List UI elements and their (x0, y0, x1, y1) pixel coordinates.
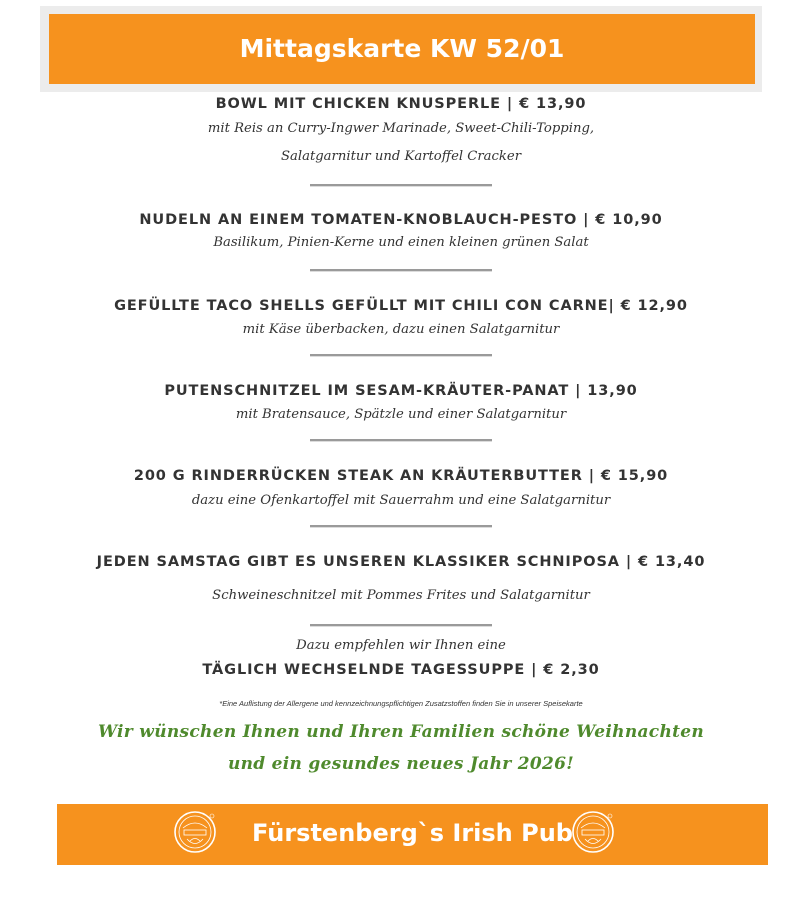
menu-item-title: JEDEN SAMSTAG GIBT ES UNSEREN KLASSIKER SCHNIPOSA | € 13,40 (96, 554, 706, 570)
menu-item-description: dazu eine Ofenkartoffel mit Sauerrahm und eine Salatgarnitur (191, 493, 611, 508)
menu-item-description: mit Käse überbacken, dazu einen Salatgarnitur (242, 322, 560, 337)
menu-item-title: PUTENSCHNITZEL IM SESAM-KRÄUTER-PANAT | 13,90 (164, 383, 638, 399)
menu-item-title: 200 G RINDERRÜCKEN STEAK AN KRÄUTERBUTTER | € 15,90 (133, 468, 669, 484)
footer-title: Fürstenberg`s Irish Pub (252, 819, 573, 847)
header-frame (40, 6, 762, 92)
separator-line (310, 354, 492, 356)
soup-title: TÄGLICH WECHSELNDE TAGESSUPPE | € 2,30 (202, 662, 600, 678)
page-title: Mittagskarte KW 52/01 (49, 14, 755, 84)
greeting-line: und ein gesundes neues Jahr 2026! (227, 754, 575, 774)
footer-banner (57, 804, 768, 865)
menu-item-description: Schweineschnitzel mit Pommes Frites und Salatgarnitur (212, 588, 590, 603)
separator-line (310, 269, 492, 271)
soup-intro: Dazu empfehlen wir Ihnen eine (296, 638, 506, 653)
menu-item-title: NUDELN AN EINEM TOMATEN-KNOBLAUCH-PESTO | € 10,90 (139, 212, 663, 228)
menu-item-title: BOWL MIT CHICKEN KNUSPERLE | € 13,90 (215, 96, 587, 112)
greeting-line: Wir wünschen Ihnen und Ihren Familien schöne Weihnachten (97, 722, 705, 742)
separator-line (310, 525, 492, 527)
separator-line (310, 439, 492, 441)
menu-item-description: mit Reis an Curry-Ingwer Marinade, Sweet-Chili-Topping, (207, 121, 595, 136)
menu-item-description: Salatgarnitur und Kartoffel Cracker (280, 149, 522, 164)
menu-item-description: mit Bratensauce, Spätzle und einer Salatgarnitur (235, 407, 567, 422)
menu-item-description: Basilikum, Pinien-Kerne und einen kleinen grünen Salat (213, 235, 589, 250)
separator-line (310, 184, 492, 186)
allergen-note: *Eine Auflistung der Allergene und kennzeichnungspflichtigen Zusatzstoffen finden Sie in unserer Speisekarte (219, 699, 583, 708)
separator-line (310, 624, 492, 626)
pub-logo-icon (571, 810, 615, 854)
menu-item-title: GEFÜLLTE TACO SHELLS GEFÜLLT MIT CHILI CON CARNE| € 12,90 (114, 298, 688, 314)
